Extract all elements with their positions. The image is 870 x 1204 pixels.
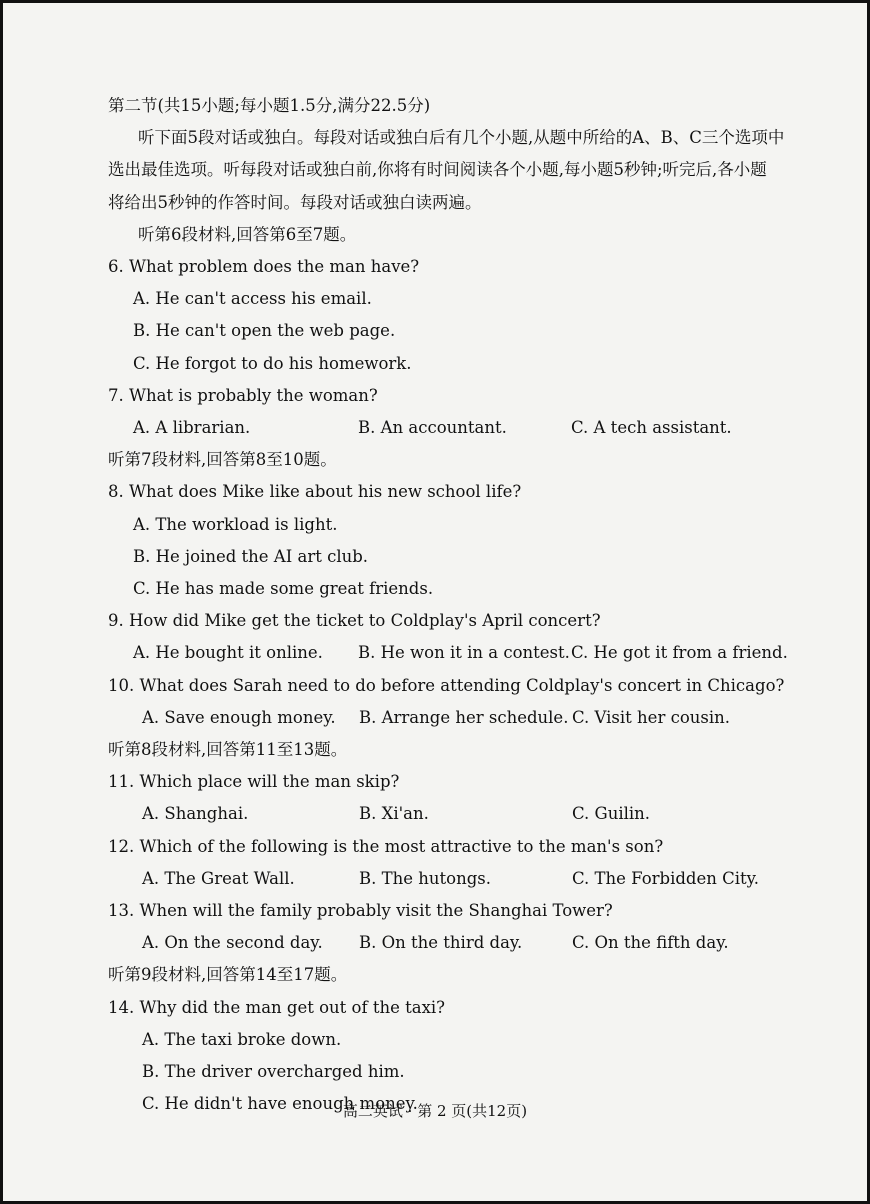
question-6-stem: 6. What problem does the man have? — [108, 257, 420, 277]
instructions-line-2: 选出最佳选项。听每段对话或独白前,你将有时间阅读各个小题,每小题5秒钟;听完后,各小题 — [108, 160, 767, 180]
page-footer: 高二英试 · 第 2 页(共12页) — [342, 1102, 528, 1120]
question-13-option-c: C. On the fifth day. — [572, 933, 729, 953]
passage-8-header: 听第8段材料,回答第11至13题。 — [108, 740, 348, 760]
question-8-stem: 8. What does Mike like about his new school life? — [108, 482, 522, 502]
question-7-option-b: B. An accountant. — [358, 418, 507, 438]
question-11-options — [108, 798, 798, 830]
question-14-option-c: C. He didn't have enough money. — [142, 1094, 418, 1114]
instructions-line-1: 听下面5段对话或独白。每段对话或独白后有几个小题,从题中所给的A、B、C三个选项中 — [138, 128, 785, 148]
exam-content — [108, 90, 798, 1121]
question-9-options — [108, 637, 798, 669]
question-12-option-a: A. The Great Wall. — [142, 868, 295, 888]
question-14-option-b: B. The driver overcharged him. — [142, 1062, 405, 1082]
question-10-options — [108, 702, 798, 734]
question-9-option-a: A. He bought it online. — [133, 643, 323, 663]
question-10-option-a: A. Save enough money. — [142, 707, 336, 727]
question-7-options — [108, 412, 798, 444]
page-border-top — [0, 0, 870, 3]
question-7-option-a: A. A librarian. — [133, 418, 251, 438]
passage-6-header: 听第6段材料,回答第6至7题。 — [138, 224, 357, 244]
question-11-stem: 11. Which place will the man skip? — [108, 772, 400, 792]
question-6-option-c: C. He forgot to do his homework. — [133, 353, 412, 373]
section-header: 第二节(共15小题;每小题1.5分,满分22.5分) — [108, 96, 431, 115]
question-7-stem: 7. What is probably the woman? — [108, 385, 378, 405]
question-10-stem: 10. What does Sarah need to do before attending Coldplay's concert in Chicago? — [108, 675, 785, 695]
question-13-stem: 13. When will the family probably visit the Shanghai Tower? — [108, 901, 613, 921]
passage-7-header: 听第7段材料,回答第8至10题。 — [108, 450, 337, 470]
question-13-option-a: A. On the second day. — [142, 933, 323, 953]
question-9-option-c: C. He got it from a friend. — [571, 643, 788, 663]
question-8-option-c: C. He has made some great friends. — [133, 579, 434, 599]
question-10-option-c: C. Visit her cousin. — [572, 707, 730, 727]
question-7-option-c: C. A tech assistant. — [571, 418, 732, 438]
question-12-options — [108, 863, 798, 895]
question-14-option-a: A. The taxi broke down. — [142, 1029, 342, 1049]
passage-9-header: 听第9段材料,回答第14至17题。 — [108, 965, 348, 985]
question-11-option-c: C. Guilin. — [572, 804, 651, 824]
question-9-option-b: B. He won it in a contest. — [358, 643, 570, 663]
question-10-option-b: B. Arrange her schedule. — [359, 707, 569, 727]
question-13-option-b: B. On the third day. — [359, 933, 523, 953]
question-6-option-a: A. He can't access his email. — [133, 289, 372, 309]
question-12-stem: 12. Which of the following is the most attractive to the man's son? — [108, 836, 664, 856]
page-border-left — [0, 0, 3, 1204]
question-11-option-a: A. Shanghai. — [142, 804, 249, 824]
instructions-line-3: 将给出5秒钟的作答时间。每段对话或独白读两遍。 — [108, 192, 482, 212]
question-11-option-b: B. Xi'an. — [359, 804, 429, 824]
question-13-options — [108, 927, 798, 959]
question-8-option-a: A. The workload is light. — [133, 514, 338, 534]
question-14-stem: 14. Why did the man get out of the taxi? — [108, 997, 445, 1017]
question-6-option-b: B. He can't open the web page. — [133, 321, 396, 341]
question-8-option-b: B. He joined the AI art club. — [133, 546, 369, 566]
question-12-option-c: C. The Forbidden City. — [572, 868, 760, 888]
question-12-option-b: B. The hutongs. — [359, 868, 491, 888]
question-9-stem: 9. How did Mike get the ticket to Coldplay's April concert? — [108, 611, 601, 631]
